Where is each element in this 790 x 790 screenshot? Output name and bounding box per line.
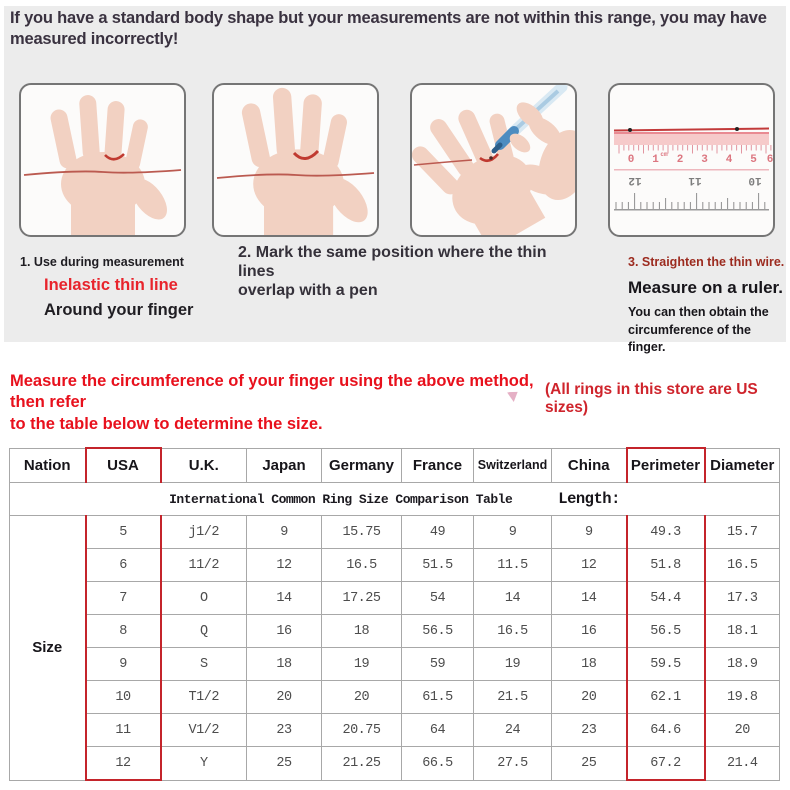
table-cell: 25 (247, 747, 322, 781)
table-cell: 54.4 (627, 582, 705, 615)
table-cell: 17.3 (705, 582, 780, 615)
table-cell: 21.4 (705, 747, 780, 781)
col-header-diameter: Diameter (705, 448, 780, 483)
table-cell: 11 (86, 714, 161, 747)
table-cell: 59 (402, 648, 474, 681)
table-cell: 18 (322, 615, 402, 648)
table-cell: 7 (86, 582, 161, 615)
step3-bold-label: Measure on a ruler. (628, 278, 783, 297)
table-row (10, 747, 780, 781)
step3-note-line-1: You can then obtain the (628, 305, 769, 319)
table-cell: 21.25 (322, 747, 402, 781)
table-cell: 12 (247, 549, 322, 582)
photo-step-4 (608, 83, 775, 237)
step1-bold-label: Around your finger (44, 301, 194, 319)
table-cell: 17.25 (322, 582, 402, 615)
table-cell: 56.5 (402, 615, 474, 648)
ruler-photo-icon (610, 85, 773, 235)
table-cell: Y (161, 747, 247, 781)
table-cell: 6 (86, 549, 161, 582)
table-cell: 64 (402, 714, 474, 747)
table-cell: 14 (474, 582, 552, 615)
hand-with-thread-marked-icon (214, 85, 377, 235)
step1-label: 1. Use during measurement (20, 255, 184, 269)
table-cell: 18.9 (705, 648, 780, 681)
col-header-usa: USA (86, 448, 161, 483)
table-cell: 5 (86, 516, 161, 549)
table-row (10, 582, 780, 615)
step2-line-1: 2. Mark the same position where the thin lines (238, 244, 547, 281)
table-cell: 24 (474, 714, 552, 747)
table-cell: 16.5 (322, 549, 402, 582)
table-cell: 66.5 (402, 747, 474, 781)
table-cell: 23 (247, 714, 322, 747)
table-cell: 16 (552, 615, 627, 648)
measure-note-line-2: to the table below to determine the size. (10, 414, 323, 433)
step3-note (628, 304, 790, 357)
table-cell: 59.5 (627, 648, 705, 681)
size-row-label: Size (10, 516, 86, 781)
table-cell: 9 (474, 516, 552, 549)
table-cell: 12 (552, 549, 627, 582)
table-cell: 67.2 (627, 747, 705, 781)
table-row (10, 615, 780, 648)
table-cell: 61.5 (402, 681, 474, 714)
table-row (10, 549, 780, 582)
table-cell: 18.1 (705, 615, 780, 648)
warning-line-2: measured incorrectly! (10, 29, 179, 48)
table-cell: 20.75 (322, 714, 402, 747)
table-cell: 16 (247, 615, 322, 648)
col-header-japan: Japan (247, 448, 322, 483)
table-row (10, 516, 780, 549)
table-cell: 14 (552, 582, 627, 615)
photo-step-2 (212, 83, 379, 237)
warning-line-1: If you have a standard body shape but your measurements are not within this range, you may have (10, 9, 767, 27)
table-cell: 20 (552, 681, 627, 714)
ruler-number-flipped: 11 (688, 174, 702, 186)
table-cell: 49 (402, 516, 474, 549)
hand-with-pen-icon (412, 85, 575, 235)
table-cell: 18 (552, 648, 627, 681)
ring-size-table (9, 447, 780, 781)
table-cell: 19.8 (705, 681, 780, 714)
table-cell: V1/2 (161, 714, 247, 747)
table-cell: 16.5 (705, 549, 780, 582)
photo-step-1 (19, 83, 186, 237)
ruler-number: 2 (676, 154, 684, 166)
ruler-number: 0 (627, 154, 635, 166)
table-cell: 10 (86, 681, 161, 714)
table-cell: S (161, 648, 247, 681)
table-length-label: Length: (558, 490, 620, 508)
table-cell: 9 (247, 516, 322, 549)
table-cell: 15.75 (322, 516, 402, 549)
ruler-cm-label: cm (660, 151, 668, 158)
col-header-switzerland: Switzerland (474, 448, 552, 483)
ruler-number-flipped: 10 (748, 174, 762, 186)
table-cell: 20 (322, 681, 402, 714)
ruler-number: 6 (766, 154, 773, 166)
ruler-number: 3 (701, 154, 708, 166)
step1-red-label: Inelastic thin line (44, 276, 178, 294)
table-cell: 27.5 (474, 747, 552, 781)
table-cell: 25 (552, 747, 627, 781)
table-cell: 54 (402, 582, 474, 615)
col-header-nation: Nation (10, 448, 86, 483)
table-header-row (10, 448, 780, 483)
table-title-row (10, 483, 780, 516)
table-row (10, 681, 780, 714)
table-cell: O (161, 582, 247, 615)
table-cell: 21.5 (474, 681, 552, 714)
table-cell: 64.6 (627, 714, 705, 747)
step2-line-2: overlap with a pen (238, 282, 378, 300)
table-cell: j1/2 (161, 516, 247, 549)
table-cell: 11/2 (161, 549, 247, 582)
hand-with-thread-icon (21, 85, 184, 235)
table-cell: 9 (86, 648, 161, 681)
step3-red-label: 3. Straighten the thin wire. (628, 255, 785, 269)
table-cell: 62.1 (627, 681, 705, 714)
table-cell: 23 (552, 714, 627, 747)
col-header-germany: Germany (322, 448, 402, 483)
table-cell: T1/2 (161, 681, 247, 714)
table-row (10, 714, 780, 747)
table-cell: 8 (86, 615, 161, 648)
table-row (10, 648, 780, 681)
col-header-china: China (552, 448, 627, 483)
table-cell: 51.5 (402, 549, 474, 582)
measure-note (10, 371, 555, 435)
table-title: International Common Ring Size Comparison Table (169, 491, 513, 507)
table-cell: Q (161, 615, 247, 648)
warning-text (10, 8, 770, 50)
size-table-body (10, 516, 780, 781)
table-cell: 12 (86, 747, 161, 781)
photo-step-3 (410, 83, 577, 237)
table-cell: 9 (552, 516, 627, 549)
table-cell: 51.8 (627, 549, 705, 582)
table-cell: 56.5 (627, 615, 705, 648)
col-header-perimeter: Perimeter (627, 448, 705, 483)
ruler-number: 5 (750, 154, 757, 166)
us-sizes-note: (All rings in this store are US sizes) (545, 381, 758, 416)
table-cell: 20 (705, 714, 780, 747)
measure-note-line-1: Measure the circumference of your finger using the above method, then refer (10, 372, 534, 412)
col-header-uk: U.K. (161, 448, 247, 483)
table-cell: 19 (322, 648, 402, 681)
ruler-number-flipped: 12 (628, 174, 642, 186)
table-cell: 11.5 (474, 549, 552, 582)
table-cell: 18 (247, 648, 322, 681)
table-cell: 15.7 (705, 516, 780, 549)
col-header-france: France (402, 448, 474, 483)
ruler-number: 1 (652, 154, 659, 166)
table-cell: 19 (474, 648, 552, 681)
table-cell: 20 (247, 681, 322, 714)
ruler-number: 4 (725, 154, 733, 166)
step3-note-line-2: circumference of the finger. (628, 322, 751, 354)
table-cell: 49.3 (627, 516, 705, 549)
table-cell: 14 (247, 582, 322, 615)
step2-label (238, 243, 568, 301)
table-cell: 16.5 (474, 615, 552, 648)
